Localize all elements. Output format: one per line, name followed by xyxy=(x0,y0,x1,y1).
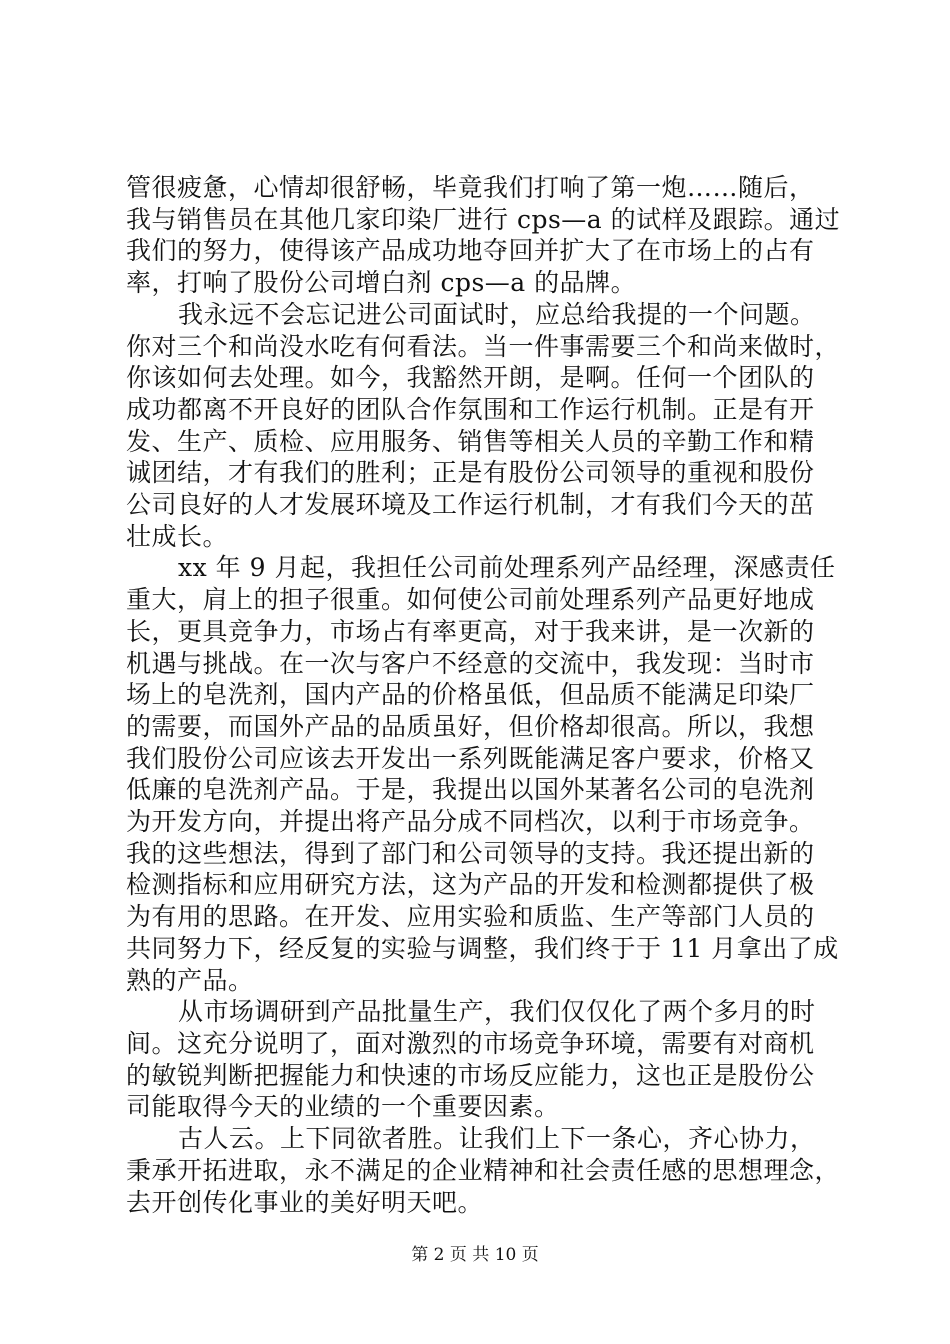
text-line: 从市场调研到产品批量生产，我们仅仅化了两个多月的时 xyxy=(178,997,816,1027)
text-line: 为开发方向，并提出将产品分成不同档次，以利于市场竞争。 xyxy=(126,807,815,837)
text-line: 我的这些想法，得到了部门和公司领导的支持。我还提出新的 xyxy=(126,838,815,868)
text-line: 壮成长。 xyxy=(126,521,229,551)
text-line: 场上的皂洗剂，国内产品的价格虽低，但品质不能满足印染厂 xyxy=(126,680,815,710)
text-line: 公司良好的人才发展环境及工作运行机制，才有我们今天的茁 xyxy=(126,490,815,520)
paragraph-5 xyxy=(126,1123,841,1218)
text-line: 秉承开拓进取，永不满足的企业精神和社会责任感的思想理念， xyxy=(126,1155,841,1185)
text-line: 发、生产、质检、应用服务、销售等相关人员的辛勤工作和精 xyxy=(126,426,815,456)
text-line: 熟的产品。 xyxy=(126,965,254,995)
text-line: xx 年 9 月起，我担任公司前处理系列产品经理，深感责任 xyxy=(178,553,836,583)
paragraph-3 xyxy=(126,552,839,996)
text-line: 率，打响了股份公司增白剂 cps—a 的品牌。 xyxy=(126,268,637,298)
text-line: 检测指标和应用研究方法，这为产品的开发和检测都提供了极 xyxy=(126,870,815,900)
text-line: 重大，肩上的担子很重。如何使公司前处理系列产品更好地成 xyxy=(126,585,815,615)
text-line: 为有用的思路。在开发、应用实验和质监、生产等部门人员的 xyxy=(126,902,815,932)
text-line: 间。这充分说明了，面对激烈的市场竞争环境，需要有对商机 xyxy=(126,1028,815,1058)
text-line: 管很疲惫，心情却很舒畅，毕竟我们打响了第一炮……随后， xyxy=(126,173,815,202)
text-line: 低廉的皂洗剂产品。于是，我提出以国外某著名公司的皂洗剂 xyxy=(126,775,815,805)
text-line: 古人云。上下同欲者胜。让我们上下一条心，齐心协力， xyxy=(178,1124,816,1154)
text-line: 共同努力下，经反复的实验与调整，我们终于于 11 月拿出了成 xyxy=(126,933,839,963)
page-footer xyxy=(0,1244,950,1266)
text-line: 长，更具竞争力，市场占有率更高，对于我来讲，是一次新的 xyxy=(126,616,815,646)
text-line: 去开创传化事业的美好明天吧。 xyxy=(126,1187,484,1217)
text-line: 成功都离不开良好的团队合作氛围和工作运行机制。正是有开 xyxy=(126,394,815,424)
text-line: 我永远不会忘记进公司面试时，应总给我提的一个问题。 xyxy=(178,299,816,329)
text-line: 司能取得今天的业绩的一个重要因素。 xyxy=(126,1092,560,1122)
text-line: 你该如何去处理。如今，我豁然开朗，是啊。任何一个团队的 xyxy=(126,363,815,393)
paragraph-2 xyxy=(126,299,841,553)
document-body xyxy=(126,172,841,1218)
text-line: 机遇与挑战。在一次与客户不经意的交流中，我发现：当时市 xyxy=(126,648,815,678)
text-line: 我们股份公司应该去开发出一系列既能满足客户要求，价格又 xyxy=(126,743,815,773)
text-line: 你对三个和尚没水吃有何看法。当一件事需要三个和尚来做时， xyxy=(126,331,841,361)
text-line: 的敏锐判断把握能力和快速的市场反应能力，这也正是股份公 xyxy=(126,1060,815,1090)
paragraph-1 xyxy=(126,172,841,299)
text-line: 诚团结，才有我们的胜利；正是有股份公司领导的重视和股份 xyxy=(126,458,815,488)
text-line: 的需要，而国外产品的品质虽好，但价格却很高。所以，我想 xyxy=(126,711,815,741)
paragraph-4 xyxy=(126,996,832,1123)
text-line: 我们的努力，使得该产品成功地夺回并扩大了在市场上的占有 xyxy=(126,236,815,266)
text-line: 我与销售员在其他几家印染厂进行 cps—a 的试样及跟踪。通过 xyxy=(126,204,841,234)
page-number-label: 第 2 页 共 10 页 xyxy=(411,1245,539,1265)
